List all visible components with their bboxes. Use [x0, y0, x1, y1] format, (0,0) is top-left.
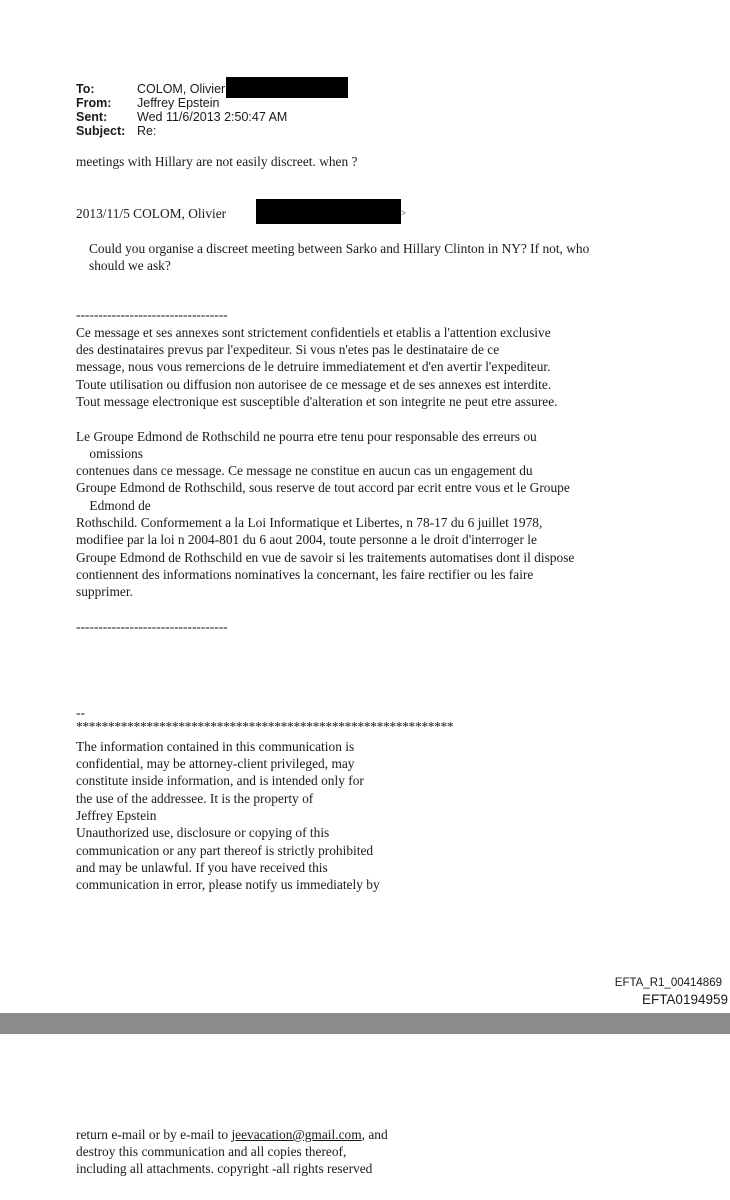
- page2-line: destroy this communication and all copies thereof,: [76, 1144, 347, 1159]
- to-value: COLOM, Olivier: [137, 82, 226, 96]
- signature-dashes: --: [76, 705, 85, 720]
- disclaimer-line: contenues dans ce message. Ce message ne constitue en aucun cas un engagement du: [76, 463, 533, 478]
- email-link[interactable]: jeevacation@gmail.com: [231, 1127, 362, 1142]
- notice-line: confidential, may be attorney-client privileged, may: [76, 756, 355, 771]
- page2-text: , and: [361, 1127, 388, 1142]
- notice-line: constitute inside information, and is intended only for: [76, 773, 364, 788]
- quote-header: 2013/11/5 COLOM, Olivier: [76, 206, 227, 221]
- notice-line: Jeffrey Epstein: [76, 808, 157, 823]
- page2-line: including all attachments. copyright -all rights reserved: [76, 1161, 373, 1176]
- disclaimer-line: Groupe Edmond de Rothschild, sous reserve de tout accord par ecrit entre vous et le Groupe: [76, 480, 570, 495]
- disclaimer-line: des destinataires prevus par l'expediteur. Si vous n'etes pas le destinataire de ce: [76, 342, 500, 357]
- disclaimer-line: Ce message et ses annexes sont strictement confidentiels et etablis a l'attention exclusive: [76, 325, 551, 340]
- page-break-band: [0, 1013, 730, 1034]
- notice-line: communication or any part thereof is strictly prohibited: [76, 843, 374, 858]
- disclaimer-line: modifiee par la loi n 2004-801 du 6 aout 2004, toute personne a le droit d'interroger le: [76, 532, 537, 547]
- disclaimer-line: Groupe Edmond de Rothschild en vue de savoir si les traitements automatises dont il dispose: [76, 550, 575, 565]
- notice-line: communication in error, please notify us immediately by: [76, 877, 380, 892]
- disclaimer-line: Tout message electronique est susceptible d'alteration et son integrite ne peut etre assuree.: [76, 394, 558, 409]
- sent-value: Wed 11/6/2013 2:50:47 AM: [137, 110, 288, 124]
- disclaimer-line: contiennent des informations nominatives la concernant, les faire rectifier ou les faire: [76, 567, 534, 582]
- reply-text: meetings with Hillary are not easily discreet. when ?: [76, 154, 358, 169]
- from-value: Jeffrey Epstein: [137, 96, 220, 110]
- bates-number-2: EFTA0194959: [641, 992, 728, 1007]
- redaction-box: [226, 77, 348, 98]
- disclaimer-line: message, nous vous remercions de le detruire immediatement et d'en avertir l'expediteur.: [76, 359, 551, 374]
- notice-line: Unauthorized use, disclosure or copying of this: [76, 825, 330, 840]
- disclaimer-line: Rothschild. Conformement a la Loi Informatique et Libertes, n 78-17 du 6 juillet 1978,: [76, 515, 543, 530]
- to-label: To:: [76, 82, 95, 96]
- quote-header-tail: >: [401, 208, 407, 218]
- disclaimer-line: Le Groupe Edmond de Rothschild ne pourra etre tenu pour responsable des erreurs ou: [76, 429, 537, 444]
- sent-label: Sent:: [76, 110, 108, 124]
- disclaimer-line: supprimer.: [76, 584, 133, 599]
- quoted-message-line: Could you organise a discreet meeting between Sarko and Hillary Clinton in NY? If not, who: [89, 241, 590, 256]
- quoted-message-line: should we ask?: [89, 258, 171, 273]
- redaction-box: [256, 199, 401, 224]
- page2-line: [76, 1126, 388, 1143]
- disclaimer-line: Edmond de: [76, 498, 151, 513]
- star-divider: ***********************************************************: [76, 719, 454, 734]
- notice-line: The information contained in this communication is: [76, 739, 355, 754]
- subject-label: Subject:: [76, 124, 126, 138]
- separator-line: ----------------------------------: [76, 619, 228, 634]
- disclaimer-line: omissions: [76, 446, 143, 461]
- bates-number: EFTA_R1_00414869: [614, 977, 722, 989]
- separator-line: ----------------------------------: [76, 307, 228, 322]
- disclaimer-line: Toute utilisation ou diffusion non autorisee de ce message et de ses annexes est interdite.: [76, 377, 552, 392]
- notice-line: and may be unlawful. If you have received this: [76, 860, 328, 875]
- subject-value: Re:: [137, 124, 157, 138]
- from-label: From:: [76, 96, 112, 110]
- page2-text: return e-mail or by e-mail to: [76, 1127, 232, 1142]
- notice-line: the use of the addressee. It is the property of: [76, 791, 314, 806]
